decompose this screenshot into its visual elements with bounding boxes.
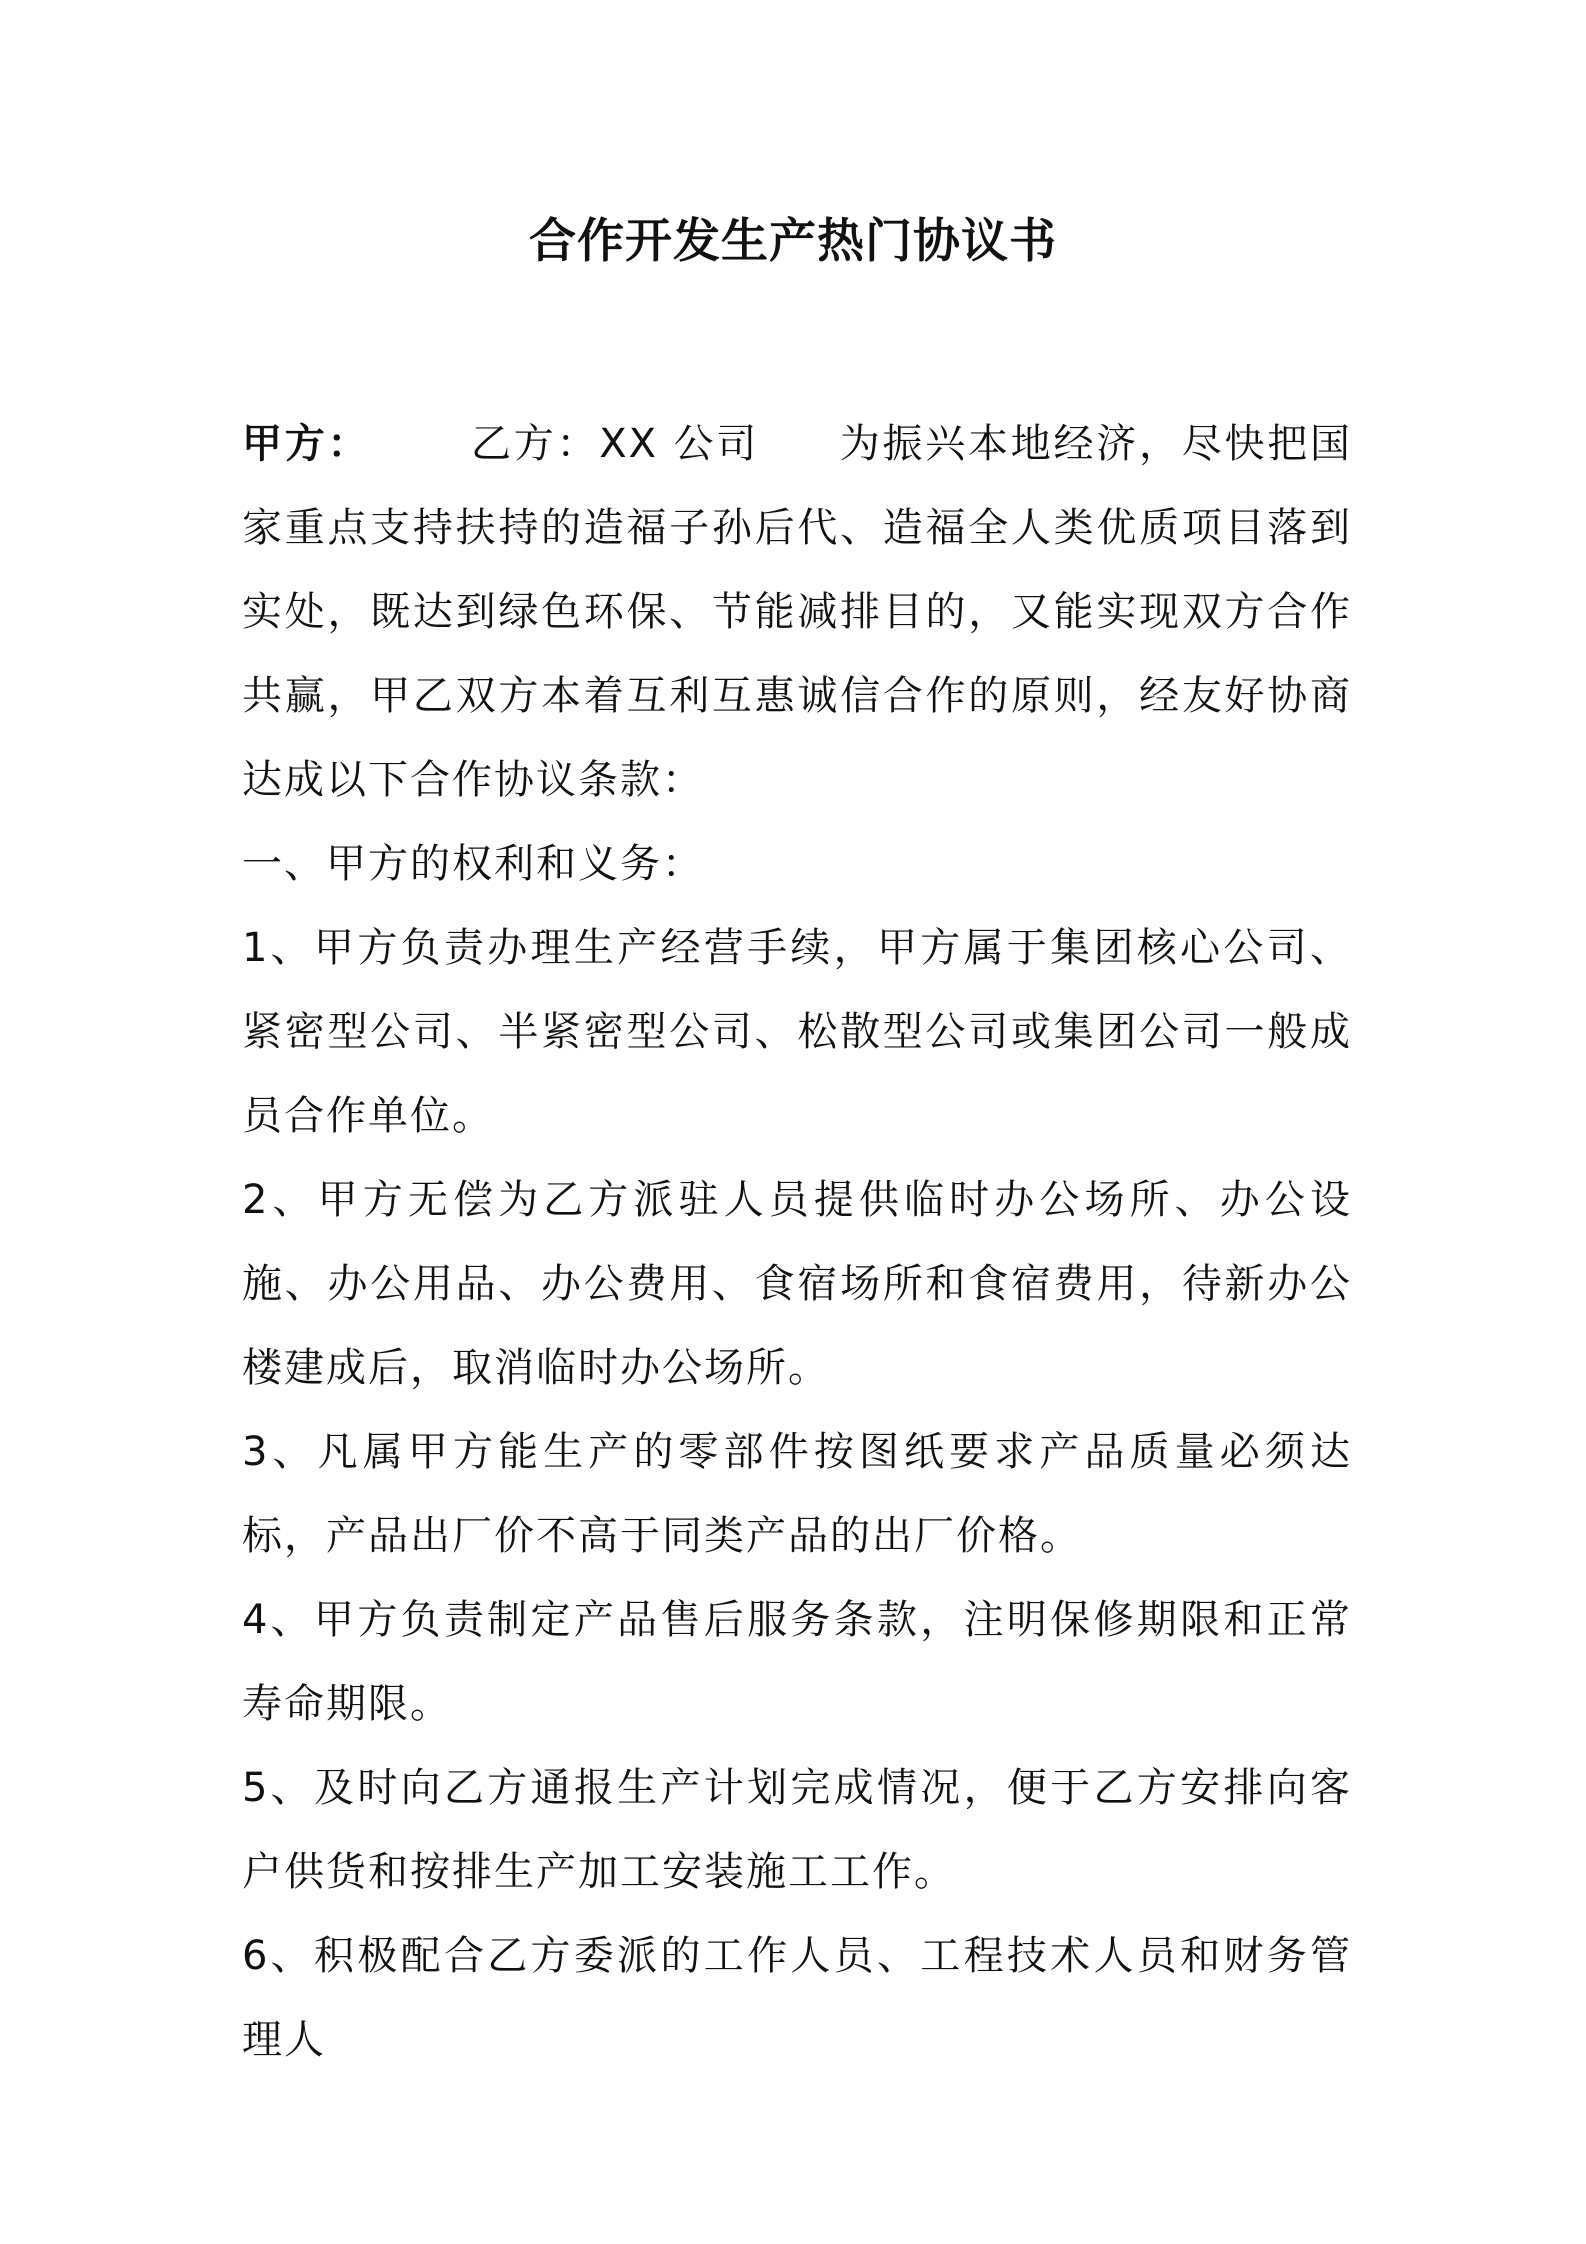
section-heading: 一、甲方的权利和义务： bbox=[242, 841, 704, 887]
clause-5: 5、及时向乙方通报生产计划完成情况，便于乙方安排向客户供货和按排生产加工安装施工工作。 bbox=[242, 1765, 1352, 1895]
clause-2: 2、甲方无偿为乙方派驻人员提供临时办公场所、办公设施、办公用品、办公费用、食宿场所和食宿费用，待新办公楼建成后，取消临时办公场所。 bbox=[242, 1177, 1352, 1391]
document-title: 合作开发生产热门协议书 bbox=[529, 214, 1057, 269]
clause-6: 6、积极配合乙方委派的工作人员、工程技术人员和财务管理人 bbox=[242, 1933, 1352, 2063]
preamble-text: 为振兴本地经济，尽快把国家重点支持扶持的造福子孙后代、造福全人类优质项目落到实处，既达到绿色环保、节能减排目的，又能实现双方合作共赢，甲乙双方本着互利互惠诚信合作的原则，经友好协商达成以下合作协议条款： bbox=[242, 421, 1352, 803]
clause-1: 1、甲方负责办理生产经营手续，甲方属于集团核心公司、紧密型公司、半紧密型公司、松散型公司或集团公司一般成员合作单位。 bbox=[242, 925, 1352, 1139]
intro-paragraph bbox=[242, 402, 1352, 822]
clause-4: 4、甲方负责制定产品售后服务条款，注明保修期限和正常寿命期限。 bbox=[242, 1597, 1352, 1727]
document-body bbox=[242, 402, 1352, 2082]
party-b-label: 乙方：XX 公司 bbox=[470, 421, 760, 467]
clause-3: 3、凡属甲方能生产的零部件按图纸要求产品质量必须达标，产品出厂价不高于同类产品的出厂价格。 bbox=[242, 1429, 1352, 1559]
party-a-label: 甲方： bbox=[242, 421, 371, 467]
